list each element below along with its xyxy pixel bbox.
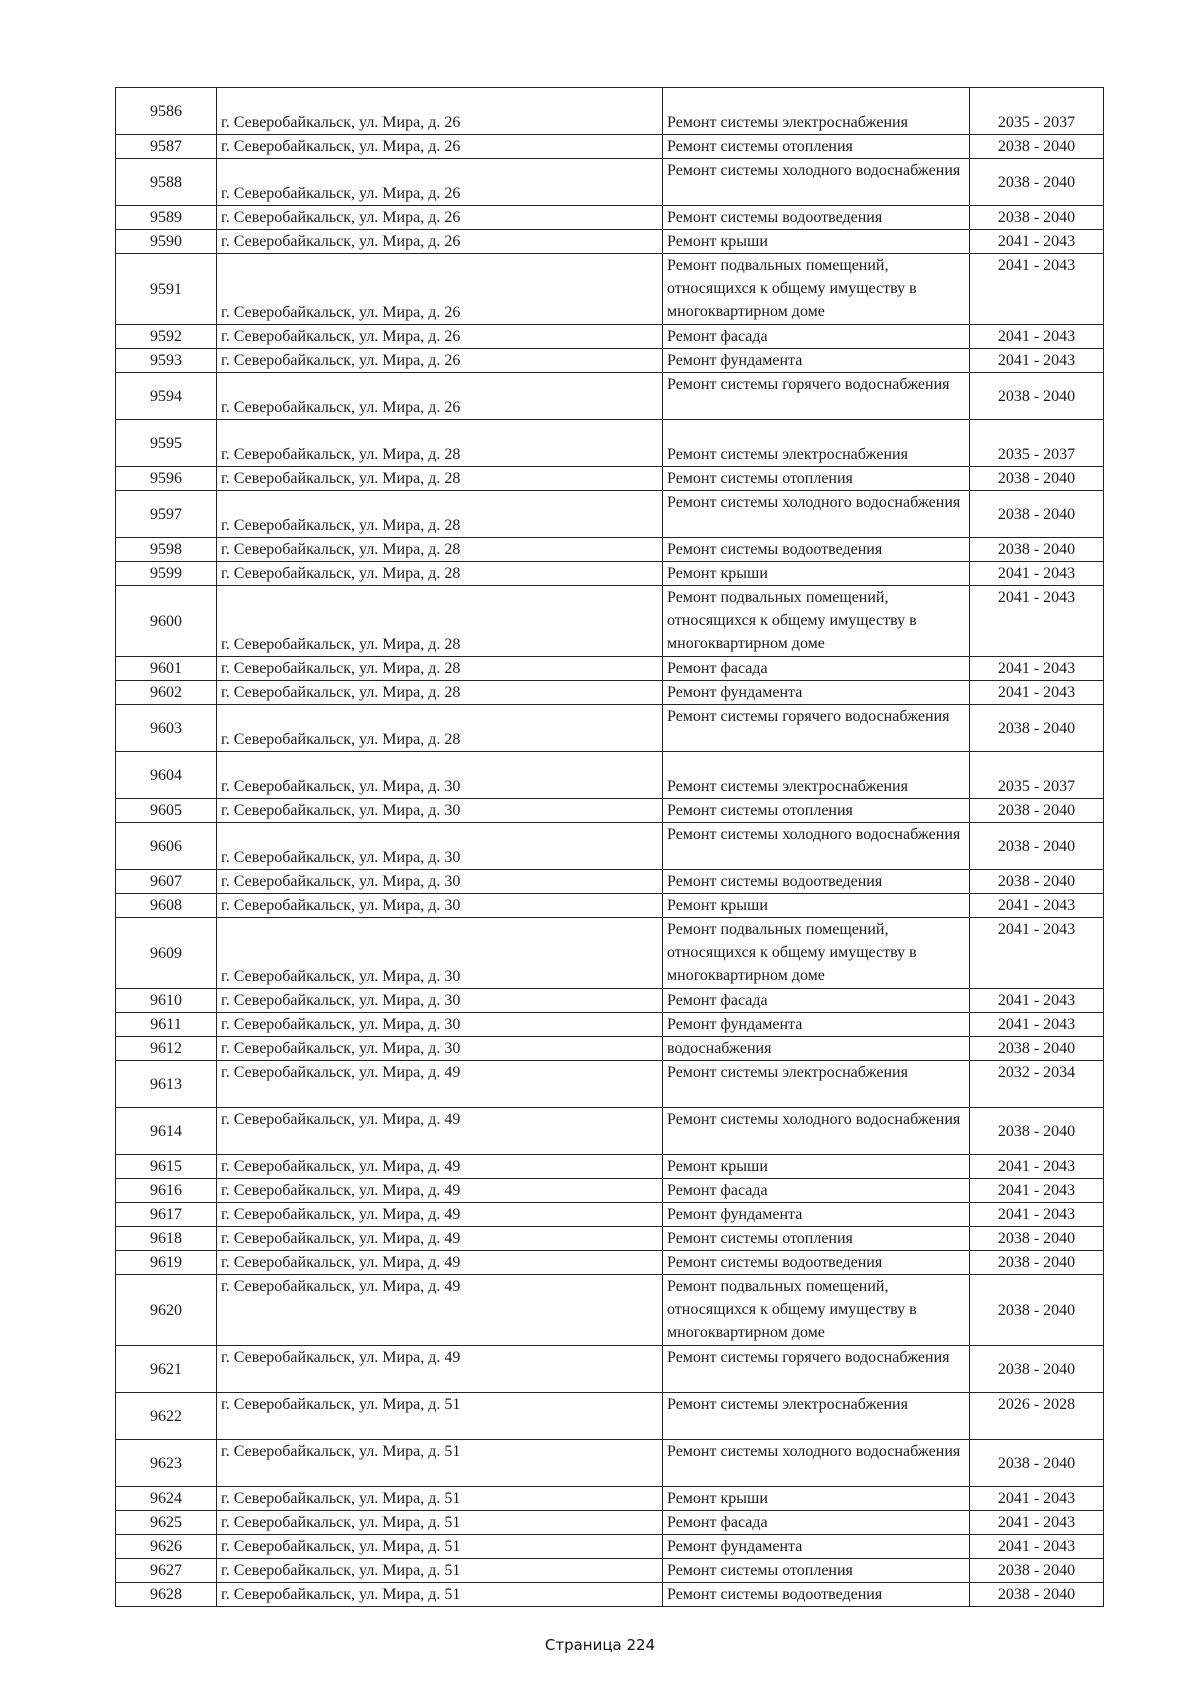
table-row [116,1559,1104,1583]
period-cell: 2041 - 2043 [970,254,1104,325]
work-type-cell: Ремонт подвальных помещений, относящихся к общему имуществу в многоквартирном доме [663,254,970,325]
work-type-cell: Ремонт фасада [663,325,970,349]
work-type-cell: Ремонт системы отопления [663,1227,970,1251]
address-cell: г. Северобайкальск, ул. Мира, д. 49 [217,1203,663,1227]
period-cell: 2038 - 2040 [970,373,1104,420]
address-cell: г. Северобайкальск, ул. Мира, д. 30 [217,989,663,1013]
work-type-cell: Ремонт системы электроснабжения [663,420,970,467]
work-type-cell: Ремонт фасада [663,657,970,681]
row-number-cell: 9599 [116,562,217,586]
address-cell: г. Северобайкальск, ул. Мира, д. 30 [217,894,663,918]
table-row [116,1487,1104,1511]
work-type-cell: Ремонт фундамента [663,1203,970,1227]
address-cell: г. Северобайкальск, ул. Мира, д. 49 [217,1155,663,1179]
row-number-cell: 9586 [116,88,217,135]
table-row [116,491,1104,538]
row-number-cell: 9610 [116,989,217,1013]
table-row [116,467,1104,491]
work-type-cell: Ремонт фундамента [663,681,970,705]
work-type-cell: Ремонт крыши [663,894,970,918]
address-cell: г. Северобайкальск, ул. Мира, д. 49 [217,1108,663,1155]
table-row [116,1393,1104,1440]
address-cell: г. Северобайкальск, ул. Мира, д. 28 [217,586,663,657]
address-cell: г. Северобайкальск, ул. Мира, д. 28 [217,657,663,681]
table-row [116,135,1104,159]
row-number-cell: 9625 [116,1511,217,1535]
period-cell: 2041 - 2043 [970,1511,1104,1535]
work-type-cell: Ремонт фундамента [663,1535,970,1559]
address-cell: г. Северобайкальск, ул. Мира, д. 51 [217,1393,663,1440]
work-type-cell: Ремонт системы водоотведения [663,206,970,230]
period-cell: 2041 - 2043 [970,1203,1104,1227]
row-number-cell: 9616 [116,1179,217,1203]
table-row [116,206,1104,230]
period-cell: 2041 - 2043 [970,325,1104,349]
row-number-cell: 9621 [116,1346,217,1393]
address-cell: г. Северобайкальск, ул. Мира, д. 28 [217,705,663,752]
work-type-cell: Ремонт системы электроснабжения [663,1061,970,1108]
period-cell: 2041 - 2043 [970,681,1104,705]
row-number-cell: 9598 [116,538,217,562]
table-row [116,538,1104,562]
address-cell: г. Северобайкальск, ул. Мира, д. 51 [217,1487,663,1511]
period-cell: 2026 - 2028 [970,1393,1104,1440]
row-number-cell: 9605 [116,799,217,823]
table-body [116,88,1104,1607]
period-cell: 2038 - 2040 [970,135,1104,159]
work-type-cell: Ремонт системы водоотведения [663,870,970,894]
address-cell: г. Северобайкальск, ул. Мира, д. 26 [217,325,663,349]
period-cell: 2041 - 2043 [970,230,1104,254]
table-row [116,799,1104,823]
row-number-cell: 9588 [116,159,217,206]
address-cell: г. Северобайкальск, ул. Мира, д. 49 [217,1251,663,1275]
address-cell: г. Северобайкальск, ул. Мира, д. 51 [217,1511,663,1535]
table-row [116,325,1104,349]
table-row [116,373,1104,420]
period-cell: 2038 - 2040 [970,1037,1104,1061]
period-cell: 2041 - 2043 [970,918,1104,989]
row-number-cell: 9596 [116,467,217,491]
address-cell: г. Северобайкальск, ул. Мира, д. 30 [217,918,663,989]
row-number-cell: 9628 [116,1583,217,1607]
address-cell: г. Северобайкальск, ул. Мира, д. 28 [217,681,663,705]
work-type-cell: Ремонт системы горячего водоснабжения [663,1346,970,1393]
address-cell: г. Северобайкальск, ул. Мира, д. 26 [217,135,663,159]
period-cell: 2038 - 2040 [970,799,1104,823]
table-row [116,420,1104,467]
row-number-cell: 9603 [116,705,217,752]
table-row [116,1275,1104,1346]
period-cell: 2035 - 2037 [970,88,1104,135]
row-number-cell: 9592 [116,325,217,349]
work-type-cell: Ремонт системы холодного водоснабжения [663,1440,970,1487]
period-cell: 2038 - 2040 [970,1227,1104,1251]
table-row [116,254,1104,325]
row-number-cell: 9627 [116,1559,217,1583]
work-type-cell: Ремонт системы водоотведения [663,1583,970,1607]
period-cell: 2041 - 2043 [970,562,1104,586]
period-cell: 2038 - 2040 [970,206,1104,230]
address-cell: г. Северобайкальск, ул. Мира, д. 26 [217,349,663,373]
period-cell: 2035 - 2037 [970,420,1104,467]
work-type-cell: Ремонт подвальных помещений, относящихся к общему имуществу в многоквартирном доме [663,1275,970,1346]
row-number-cell: 9626 [116,1535,217,1559]
row-number-cell: 9589 [116,206,217,230]
period-cell: 2038 - 2040 [970,491,1104,538]
table-row [116,1227,1104,1251]
period-cell: 2041 - 2043 [970,1013,1104,1037]
address-cell: г. Северобайкальск, ул. Мира, д. 49 [217,1061,663,1108]
table-row [116,657,1104,681]
work-type-cell: Ремонт системы отопления [663,799,970,823]
row-number-cell: 9617 [116,1203,217,1227]
work-type-cell: Ремонт системы водоотведения [663,538,970,562]
address-cell: г. Северобайкальск, ул. Мира, д. 49 [217,1227,663,1251]
address-cell: г. Северобайкальск, ул. Мира, д. 51 [217,1535,663,1559]
address-cell: г. Северобайкальск, ул. Мира, д. 26 [217,373,663,420]
period-cell: 2038 - 2040 [970,159,1104,206]
work-type-cell: Ремонт системы отопления [663,1559,970,1583]
table-row [116,1535,1104,1559]
period-cell: 2038 - 2040 [970,538,1104,562]
table-row [116,752,1104,799]
row-number-cell: 9614 [116,1108,217,1155]
row-number-cell: 9604 [116,752,217,799]
address-cell: г. Северобайкальск, ул. Мира, д. 26 [217,254,663,325]
work-type-cell: Ремонт системы горячего водоснабжения [663,373,970,420]
row-number-cell: 9600 [116,586,217,657]
period-cell: 2038 - 2040 [970,1346,1104,1393]
work-type-cell: Ремонт системы холодного водоснабжения [663,159,970,206]
period-cell: 2038 - 2040 [970,1251,1104,1275]
period-cell: 2038 - 2040 [970,705,1104,752]
work-type-cell: Ремонт системы отопления [663,467,970,491]
address-cell: г. Северобайкальск, ул. Мира, д. 28 [217,420,663,467]
address-cell: г. Северобайкальск, ул. Мира, д. 26 [217,88,663,135]
period-cell: 2038 - 2040 [970,1108,1104,1155]
period-cell: 2041 - 2043 [970,657,1104,681]
row-number-cell: 9612 [116,1037,217,1061]
period-cell: 2041 - 2043 [970,586,1104,657]
table-row [116,681,1104,705]
row-number-cell: 9606 [116,823,217,870]
repair-schedule-table [115,87,1104,1607]
row-number-cell: 9601 [116,657,217,681]
table-row [116,1013,1104,1037]
row-number-cell: 9618 [116,1227,217,1251]
address-cell: г. Северобайкальск, ул. Мира, д. 28 [217,538,663,562]
row-number-cell: 9608 [116,894,217,918]
row-number-cell: 9615 [116,1155,217,1179]
row-number-cell: 9593 [116,349,217,373]
address-cell: г. Северобайкальск, ул. Мира, д. 30 [217,870,663,894]
table-row [116,349,1104,373]
row-number-cell: 9595 [116,420,217,467]
row-number-cell: 9607 [116,870,217,894]
table-row [116,1251,1104,1275]
row-number-cell: 9622 [116,1393,217,1440]
period-cell: 2041 - 2043 [970,1155,1104,1179]
work-type-cell: Ремонт крыши [663,1155,970,1179]
table-row [116,989,1104,1013]
address-cell: г. Северобайкальск, ул. Мира, д. 51 [217,1440,663,1487]
work-type-cell: Ремонт системы холодного водоснабжения [663,491,970,538]
row-number-cell: 9620 [116,1275,217,1346]
period-cell: 2038 - 2040 [970,467,1104,491]
row-number-cell: 9590 [116,230,217,254]
address-cell: г. Северобайкальск, ул. Мира, д. 26 [217,230,663,254]
row-number-cell: 9609 [116,918,217,989]
work-type-cell: водоснабжения [663,1037,970,1061]
work-type-cell: Ремонт системы электроснабжения [663,752,970,799]
table-row [116,1155,1104,1179]
period-cell: 2038 - 2040 [970,1275,1104,1346]
address-cell: г. Северобайкальск, ул. Мира, д. 28 [217,562,663,586]
table-row [116,562,1104,586]
address-cell: г. Северобайкальск, ул. Мира, д. 30 [217,1013,663,1037]
row-number-cell: 9611 [116,1013,217,1037]
address-cell: г. Северобайкальск, ул. Мира, д. 51 [217,1559,663,1583]
work-type-cell: Ремонт фундамента [663,1013,970,1037]
table-row [116,159,1104,206]
period-cell: 2041 - 2043 [970,989,1104,1013]
period-cell: 2041 - 2043 [970,1487,1104,1511]
period-cell: 2032 - 2034 [970,1061,1104,1108]
work-type-cell: Ремонт подвальных помещений, относящихся к общему имуществу в многоквартирном доме [663,918,970,989]
table-row [116,870,1104,894]
table-row [116,1346,1104,1393]
table-row [116,705,1104,752]
row-number-cell: 9624 [116,1487,217,1511]
work-type-cell: Ремонт крыши [663,1487,970,1511]
address-cell: г. Северобайкальск, ул. Мира, д. 30 [217,1037,663,1061]
work-type-cell: Ремонт системы холодного водоснабжения [663,1108,970,1155]
work-type-cell: Ремонт системы водоотведения [663,1251,970,1275]
row-number-cell: 9602 [116,681,217,705]
row-number-cell: 9591 [116,254,217,325]
address-cell: г. Северобайкальск, ул. Мира, д. 30 [217,799,663,823]
period-cell: 2038 - 2040 [970,823,1104,870]
address-cell: г. Северобайкальск, ул. Мира, д. 51 [217,1583,663,1607]
work-type-cell: Ремонт системы горячего водоснабжения [663,705,970,752]
period-cell: 2041 - 2043 [970,1535,1104,1559]
address-cell: г. Северобайкальск, ул. Мира, д. 30 [217,823,663,870]
row-number-cell: 9597 [116,491,217,538]
period-cell: 2041 - 2043 [970,349,1104,373]
address-cell: г. Северобайкальск, ул. Мира, д. 26 [217,159,663,206]
table-row [116,918,1104,989]
period-cell: 2041 - 2043 [970,894,1104,918]
row-number-cell: 9594 [116,373,217,420]
table-row [116,88,1104,135]
table-row [116,1583,1104,1607]
table-row [116,894,1104,918]
work-type-cell: Ремонт фасада [663,989,970,1013]
table-row [116,1061,1104,1108]
period-cell: 2038 - 2040 [970,1583,1104,1607]
page-number: Страница 224 [544,1636,656,1654]
work-type-cell: Ремонт крыши [663,230,970,254]
work-type-cell: Ремонт фасада [663,1179,970,1203]
address-cell: г. Северобайкальск, ул. Мира, д. 49 [217,1275,663,1346]
work-type-cell: Ремонт фундамента [663,349,970,373]
period-cell: 2038 - 2040 [970,870,1104,894]
table-row [116,1108,1104,1155]
work-type-cell: Ремонт системы отопления [663,135,970,159]
work-type-cell: Ремонт системы электроснабжения [663,88,970,135]
address-cell: г. Северобайкальск, ул. Мира, д. 28 [217,467,663,491]
row-number-cell: 9587 [116,135,217,159]
period-cell: 2041 - 2043 [970,1179,1104,1203]
work-type-cell: Ремонт фасада [663,1511,970,1535]
row-number-cell: 9613 [116,1061,217,1108]
table-row [116,1511,1104,1535]
period-cell: 2038 - 2040 [970,1440,1104,1487]
work-type-cell: Ремонт системы электроснабжения [663,1393,970,1440]
address-cell: г. Северобайкальск, ул. Мира, д. 30 [217,752,663,799]
period-cell: 2038 - 2040 [970,1559,1104,1583]
row-number-cell: 9619 [116,1251,217,1275]
period-cell: 2035 - 2037 [970,752,1104,799]
work-type-cell: Ремонт системы холодного водоснабжения [663,823,970,870]
address-cell: г. Северобайкальск, ул. Мира, д. 49 [217,1179,663,1203]
table-row [116,1440,1104,1487]
table-row [116,230,1104,254]
table-row [116,1037,1104,1061]
table-row [116,1179,1104,1203]
table-row [116,823,1104,870]
table-row [116,1203,1104,1227]
address-cell: г. Северобайкальск, ул. Мира, д. 26 [217,206,663,230]
table-row [116,586,1104,657]
address-cell: г. Северобайкальск, ул. Мира, д. 28 [217,491,663,538]
work-type-cell: Ремонт крыши [663,562,970,586]
row-number-cell: 9623 [116,1440,217,1487]
work-type-cell: Ремонт подвальных помещений, относящихся к общему имуществу в многоквартирном доме [663,586,970,657]
address-cell: г. Северобайкальск, ул. Мира, д. 49 [217,1346,663,1393]
